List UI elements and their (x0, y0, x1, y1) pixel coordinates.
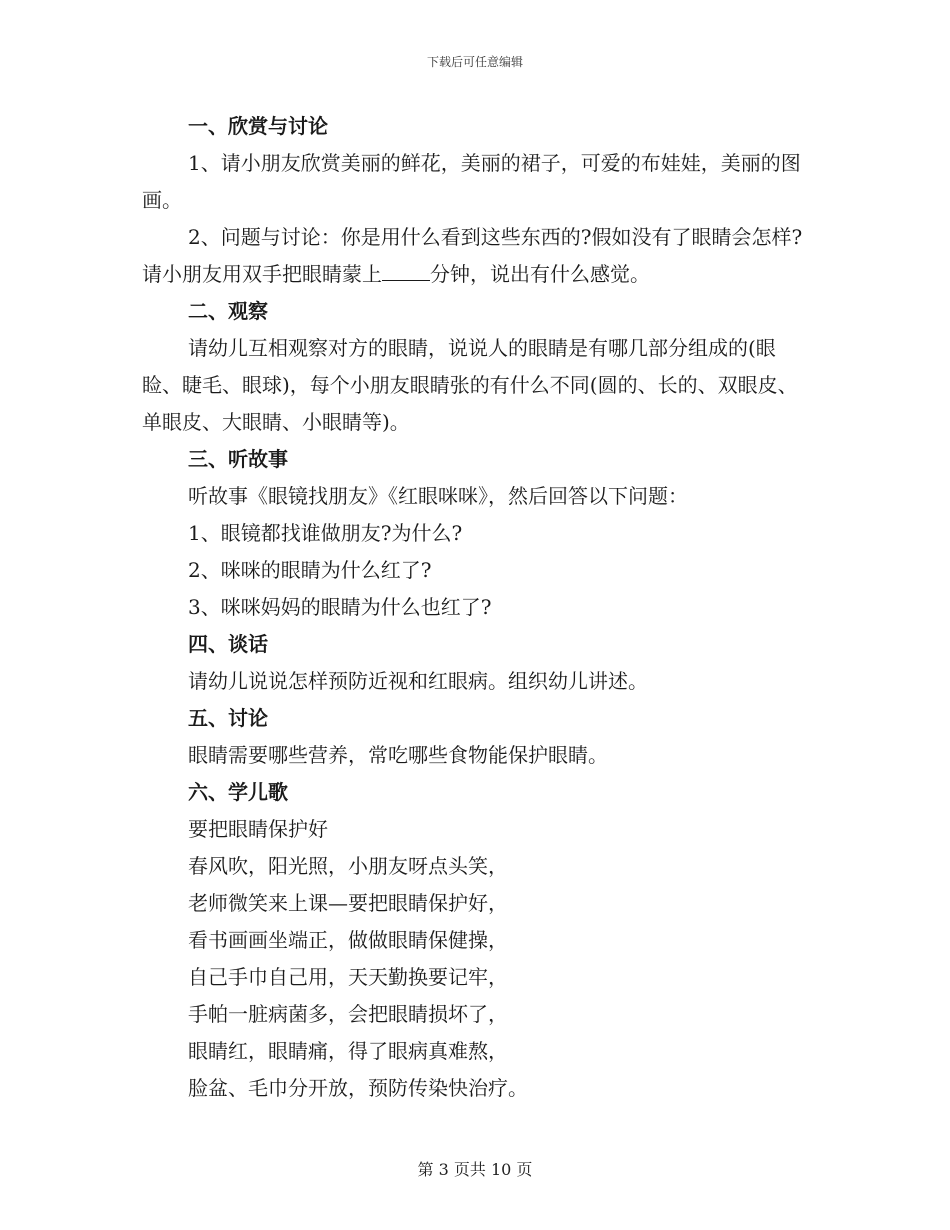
story-question-3: 3、咪咪妈妈的眼睛为什么也红了? (188, 595, 492, 619)
story-question-1: 1、眼镜都找谁做朋友?为什么? (188, 521, 463, 545)
item2-text-part2: 分钟，说出有什么感觉。 (430, 262, 650, 286)
paragraph-talk: 请幼儿说说怎样预防近视和红眼病。组织幼儿讲述。 (188, 669, 648, 693)
section-heading-talk: 四、谈话 (188, 632, 268, 656)
page-number-footer: 第 3 页共 10 页 (417, 1160, 533, 1179)
song-line: 手帕一脏病菌多，会把眼睛损坏了， (188, 1002, 508, 1026)
story-intro: 听故事《眼镜找朋友》《红眼咪咪》，然后回答以下问题： (188, 484, 688, 508)
song-line: 春风吹，阳光照，小朋友呀点头笑， (188, 854, 508, 878)
song-line: 自己手巾自己用，天天勤换要记牢， (188, 965, 508, 989)
paragraph-observe: 请幼儿互相观察对方的眼睛，说说人的眼睛是有哪几部分组成的(眼睑、睫毛、眼球)，每个小朋友眼睛张的有什么不同(圆的、长的、双眼皮、单眼皮、大眼睛、小眼睛等)。 (142, 336, 798, 434)
song-title: 要把眼睛保护好 (188, 817, 328, 841)
story-question-2: 2、咪咪的眼睛为什么红了? (188, 558, 432, 582)
song-line: 脸盆、毛巾分开放，预防传染快治疗。 (188, 1076, 528, 1100)
item2-text-part1: 2、问题与讨论：你是用什么看到这些东西的?假如没有了眼睛会怎样?请小朋友用双手把眼睛蒙上 (142, 225, 803, 286)
section-heading-song: 六、学儿歌 (188, 780, 288, 804)
paragraph-discuss: 眼睛需要哪些营养，常吃哪些食物能保护眼睛。 (188, 743, 608, 767)
section-heading-discuss: 五、讨论 (188, 706, 268, 730)
fill-in-blank (382, 262, 430, 281)
song-line: 眼睛红，眼睛痛，得了眼病真难熬， (188, 1039, 508, 1063)
paragraph-appreciate-item1: 1、请小朋友欣赏美丽的鲜花，美丽的裙子，可爱的布娃娃，美丽的图画。 (142, 151, 801, 212)
song-line: 老师微笑来上课—要把眼睛保护好， (188, 891, 508, 915)
section-heading-appreciate: 一、欣赏与讨论 (188, 114, 328, 138)
song-line: 看书画画坐端正，做做眼睛保健操， (188, 928, 508, 952)
document-body (142, 108, 806, 1107)
page-header: 下载后可任意编辑 (426, 55, 523, 69)
paragraph-discussion-item2 (142, 219, 806, 293)
section-heading-observe: 二、观察 (188, 299, 268, 323)
section-heading-story: 三、听故事 (188, 447, 288, 471)
